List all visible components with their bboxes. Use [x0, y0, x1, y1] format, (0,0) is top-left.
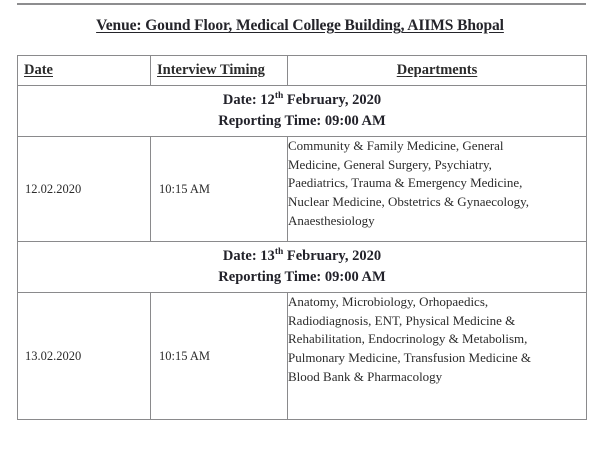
- cell-timing-value-day-2: 10:15 AM: [159, 348, 211, 363]
- venue-title: [0, 17, 600, 35]
- cell-departments-day-2: [288, 293, 587, 420]
- venue-title-text: Venue: Gound Floor, Medical College Building, AIIMS Bhopal: [96, 17, 504, 34]
- cell-departments-day-1: [288, 137, 587, 242]
- cell-date-value-day-1: 12.02.2020: [25, 181, 82, 196]
- table-row: [18, 137, 587, 242]
- cell-timing-value-day-1: 10:15 AM: [159, 181, 211, 196]
- banner-date-ordinal: th: [274, 247, 284, 258]
- department-line: Paediatrics, Trauma & Emergency Medicine,: [288, 175, 523, 191]
- banner-date-day-1: [18, 90, 586, 111]
- department-line: Blood Bank & Pharmacology: [288, 368, 443, 384]
- banner-date-prefix: Date: 12: [222, 92, 275, 109]
- header-label-date: Date: [24, 62, 53, 78]
- department-line: Medicine, General Surgery, Psychiatry,: [288, 156, 492, 172]
- interview-schedule-table: [17, 55, 587, 420]
- banner-cell-day-1: [18, 86, 587, 137]
- cell-timing-day-2: [151, 293, 288, 420]
- cell-date-day-2: [18, 293, 151, 420]
- department-line: Nuclear Medicine, Obstetrics & Gynaecology,: [288, 194, 530, 210]
- preceding-table-bottom-border: [17, 3, 586, 5]
- header-cell-timing: [151, 56, 288, 86]
- banner-reporting-time-day-1: Reporting Time: 09:00 AM: [218, 113, 386, 129]
- header-cell-departments: [288, 56, 587, 86]
- header-label-departments: Departments: [396, 62, 478, 78]
- banner-cell-day-2: [18, 242, 587, 293]
- department-line: Radiodiagnosis, ENT, Physical Medicine &: [288, 312, 516, 328]
- department-line: Anaesthesiology: [288, 212, 375, 228]
- banner-date-day-2: [18, 246, 586, 267]
- department-line: Anatomy, Microbiology, Orhopaedics,: [288, 294, 489, 309]
- section-banner-row: [18, 242, 587, 293]
- banner-date-rest: February, 2020: [283, 248, 382, 265]
- banner-date-rest: February, 2020: [283, 92, 382, 109]
- cell-timing-day-1: [151, 137, 288, 242]
- section-banner-row: [18, 86, 587, 137]
- header-label-timing: Interview Timing: [157, 62, 265, 78]
- banner-reporting-time-day-2: Reporting Time: 09:00 AM: [218, 269, 386, 285]
- cell-date-value-day-2: 13.02.2020: [25, 348, 82, 363]
- header-cell-date: [18, 56, 151, 86]
- cell-date-day-1: [18, 137, 151, 242]
- department-line: Rehabilitation, Endocrinology & Metabolism,: [288, 331, 528, 347]
- department-line: Community & Family Medicine, General: [288, 138, 504, 153]
- table-row: [18, 293, 587, 420]
- department-line: Pulmonary Medicine, Transfusion Medicine &: [288, 350, 532, 366]
- banner-date-ordinal: th: [274, 91, 284, 102]
- table-header-row: [18, 56, 587, 86]
- banner-date-prefix: Date: 13: [222, 248, 275, 265]
